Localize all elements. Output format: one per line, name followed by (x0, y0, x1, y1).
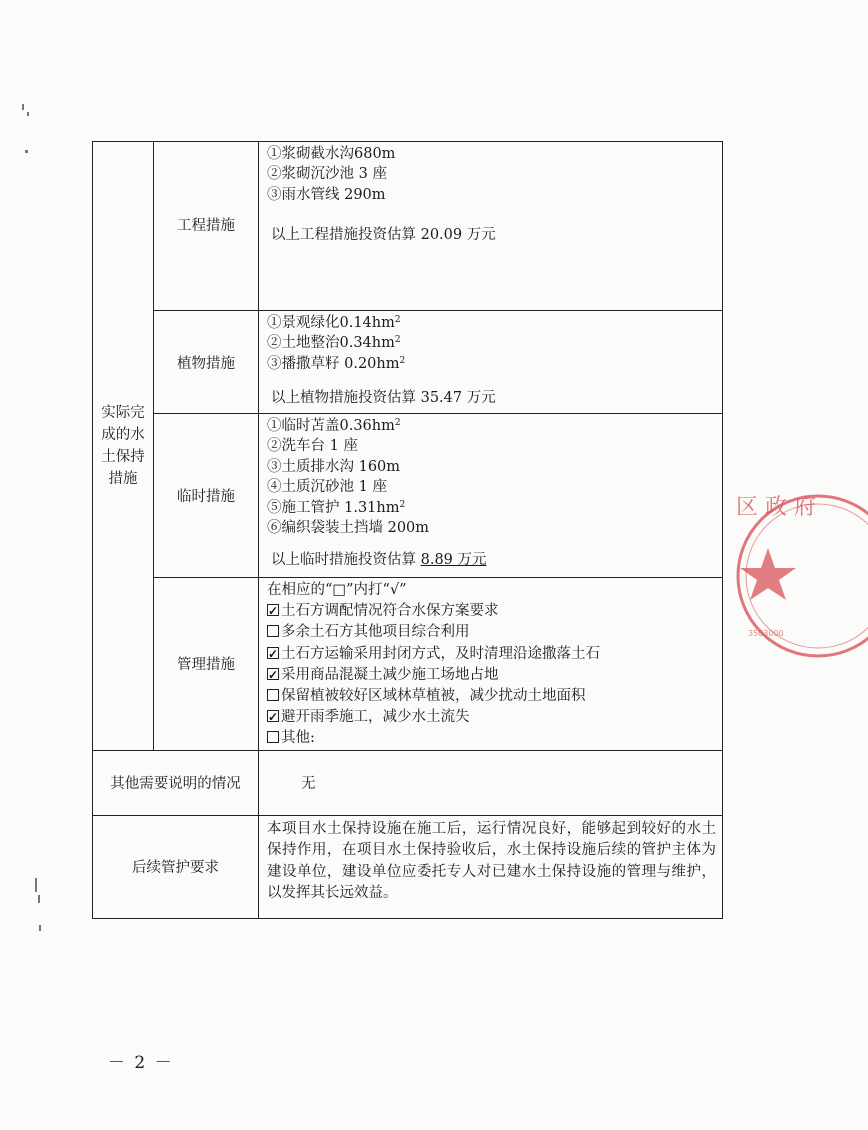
checkbox-empty-icon (267, 689, 279, 701)
checkbox-empty-icon (267, 625, 279, 637)
temporary-row (93, 414, 723, 578)
temporary-label: 临时措施 (154, 414, 259, 578)
management-instruction: 在相应的“□”内打“√” (267, 582, 407, 598)
temporary-item: ④土质沉砂池 1 座 (267, 479, 387, 496)
other-notes-row (93, 750, 723, 815)
temporary-item: ⑥编织袋装土挡墙 200m (267, 520, 430, 537)
followup-label: 后续管护要求 (93, 815, 259, 918)
scan-mark (39, 925, 41, 931)
checkbox-checked-icon (267, 710, 279, 722)
section-label-line: 实际完 (101, 404, 145, 421)
management-row (93, 578, 723, 751)
management-content (259, 578, 723, 751)
checkbox-checked-icon (267, 647, 279, 659)
management-option: 多余土石方其他项目综合利用 (267, 622, 722, 643)
engineering-row (93, 142, 723, 311)
engineering-label: 工程措施 (154, 142, 259, 311)
scan-mark (25, 150, 28, 153)
section-label-line: 措施 (108, 470, 138, 487)
temporary-item: ⑤施工管护 $1.31hm^2$ (267, 499, 406, 516)
plant-item: ①景观绿化$0.14hm^2$ (267, 315, 401, 331)
plant-summary: 以上植物措施投资估算 35.47 万元 (271, 390, 496, 407)
management-option: 其他: (267, 728, 722, 749)
section-label (93, 142, 154, 751)
soil-conservation-table (92, 141, 723, 919)
plant-item: ②土地整治$0.34hm^2$ (267, 335, 401, 352)
engineering-item: ①浆砌截水沟680m (267, 146, 396, 162)
engineering-item: ③雨水管线 290m (267, 186, 386, 203)
temporary-summary-amount: 8.89 万元 (420, 552, 487, 569)
management-option: ✓土石方调配情况符合水保方案要求 (267, 601, 722, 622)
checkbox-empty-icon (267, 731, 279, 743)
management-option: ✓采用商品混凝土减少施工场地占地 (267, 665, 722, 686)
section-label-line: 土保持 (101, 448, 145, 465)
stamp-text: 区 政 府 (736, 495, 816, 520)
followup-row (93, 815, 723, 918)
checkbox-checked-icon (267, 604, 279, 616)
checkbox-checked-icon (267, 668, 279, 680)
scan-mark (27, 112, 29, 116)
engineering-content (259, 142, 723, 311)
section-label-line: 成的水 (101, 426, 145, 443)
followup-text: 本项目水土保持设施在施工后，运行情况良好，能够起到较好的水土保持作用，在项目水土保持验收后，水土保持设施后续的管护主体为建设单位，建设单位应委托专人对已建水土保持设施的管理与维护，以发挥其长远效益。 (259, 815, 723, 918)
management-option: ✓土石方运输采用封闭方式，及时清理沿途撒落土石 (267, 644, 722, 665)
temporary-content (259, 414, 723, 578)
management-label: 管理措施 (154, 578, 259, 751)
management-option: 保留植被较好区域林草植被，减少扰动土地面积 (267, 686, 722, 707)
official-stamp (728, 486, 868, 666)
scan-mark (38, 895, 40, 903)
temporary-item: ②洗车台 1 座 (267, 438, 358, 455)
temporary-item: ①临时苫盖$0.36hm^2$ (267, 418, 401, 434)
plant-label: 植物措施 (154, 311, 259, 414)
engineering-item: ②浆砌沉沙池 3 座 (267, 166, 387, 183)
other-notes-label: 其他需要说明的情况 (93, 750, 259, 815)
plant-content (259, 311, 723, 414)
page-number: － 2 － (108, 1053, 174, 1073)
management-option: ✓避开雨季施工，减少水土流失 (267, 707, 722, 728)
plant-item: ③播撒草籽 $0.20hm^2$ (267, 355, 406, 372)
temporary-summary: 以上临时措施投资估算 8.89 万元 (271, 552, 487, 569)
temporary-item: ③土质排水沟 160m (267, 458, 401, 475)
scan-mark (35, 878, 37, 892)
engineering-summary: 以上工程措施投资估算 20.09 万元 (271, 227, 496, 244)
other-notes-value: 无 (259, 750, 723, 815)
plant-row (93, 311, 723, 414)
svg-text:3503000: 3503000 (748, 629, 784, 638)
scan-mark (22, 104, 24, 110)
